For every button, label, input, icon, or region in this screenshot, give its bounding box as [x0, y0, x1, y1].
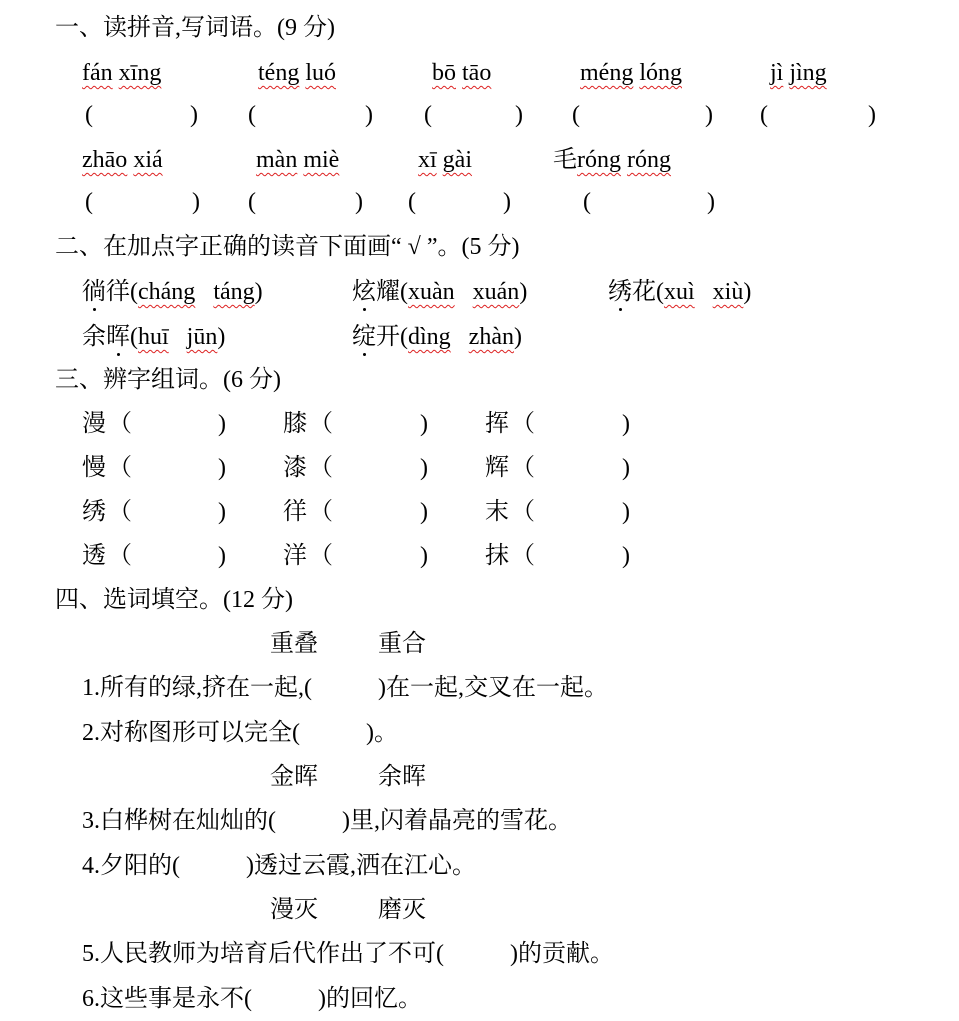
- answer-paren-close[interactable]: ): [868, 102, 876, 128]
- paren-close: ): [254, 279, 263, 305]
- answer-paren-open[interactable]: （: [108, 543, 132, 569]
- paren-open: (: [130, 279, 138, 305]
- char-to-group: 徉: [283, 499, 307, 525]
- word-char: 开: [376, 324, 400, 350]
- dotted-char: 绽: [352, 324, 376, 350]
- pinyin-syllable: màn: [256, 147, 298, 173]
- sentence-after: )。: [366, 719, 398, 746]
- sentence-before: 3.白桦树在灿灿的(: [82, 808, 276, 834]
- sentence-before: 6.这些事是永不(: [82, 985, 252, 1012]
- answer-paren-open[interactable]: (: [583, 189, 591, 215]
- answer-paren-close[interactable]: ): [707, 189, 715, 215]
- answer-paren-open[interactable]: (: [85, 189, 93, 215]
- pinyin-word: [580, 58, 682, 88]
- sentence-before: 4.夕阳的(: [82, 852, 180, 879]
- pinyin-syllable: jì: [770, 60, 784, 86]
- word-char: 花: [632, 279, 656, 305]
- pinyin-syllable: luó: [305, 60, 336, 86]
- answer-paren-open[interactable]: (: [424, 102, 432, 128]
- reading-item: [82, 322, 225, 352]
- pinyin-syllable: jìng: [789, 60, 827, 86]
- paren-open: (: [400, 279, 408, 305]
- pinyin-syllable: tāo: [462, 60, 492, 86]
- word-choice: 磨灭: [378, 897, 426, 923]
- answer-paren-close[interactable]: ): [190, 102, 198, 128]
- answer-paren-close[interactable]: ): [218, 543, 226, 569]
- answer-paren-open[interactable]: （: [108, 411, 132, 437]
- answer-paren-open[interactable]: （: [309, 455, 333, 481]
- char-to-group: 洋: [283, 543, 307, 569]
- pinyin-option[interactable]: xiù: [712, 279, 744, 305]
- word-prefix: 毛: [553, 147, 577, 173]
- pinyin-syllable: róng: [577, 147, 621, 173]
- pinyin-option[interactable]: cháng: [138, 279, 196, 305]
- word-char: 余: [82, 324, 106, 350]
- dotted-char: 徜: [82, 279, 106, 305]
- pinyin-syllable: xīng: [118, 60, 162, 86]
- paren-close: ): [743, 279, 752, 305]
- pinyin-syllable: bō: [432, 60, 456, 86]
- pinyin-option[interactable]: dìng: [408, 324, 451, 350]
- char-to-group: 膝: [283, 411, 307, 437]
- sentence-before: 2.对称图形可以完全(: [82, 719, 300, 746]
- pinyin-syllable: róng: [627, 147, 671, 173]
- answer-paren-close[interactable]: ): [622, 455, 630, 481]
- answer-paren-open[interactable]: (: [248, 189, 256, 215]
- answer-paren-close[interactable]: ): [218, 499, 226, 525]
- word-choice: 余晖: [378, 764, 426, 790]
- answer-paren-close[interactable]: ): [515, 102, 523, 128]
- section-heading: 一、读拼音,写词语。(9 分): [55, 15, 335, 41]
- answer-paren-open[interactable]: （: [108, 499, 132, 525]
- char-to-group: 挥: [485, 411, 509, 437]
- answer-paren-open[interactable]: （: [108, 455, 132, 481]
- paren-open: (: [656, 279, 664, 305]
- reading-item: [82, 277, 263, 307]
- pinyin-syllable: fán: [82, 60, 113, 86]
- pinyin-syllable: gài: [442, 147, 472, 173]
- answer-paren-open[interactable]: （: [309, 411, 333, 437]
- word-choice: 重叠: [270, 631, 318, 657]
- pinyin-option[interactable]: jūn: [186, 324, 218, 350]
- pinyin-syllable: téng: [258, 60, 300, 86]
- pinyin-word: [82, 58, 161, 88]
- answer-paren-open[interactable]: (: [408, 189, 416, 215]
- fill-sentence: [82, 984, 422, 1014]
- dotted-char: 炫: [352, 279, 376, 305]
- paren-open: (: [130, 324, 138, 350]
- word-char: 徉: [106, 279, 130, 305]
- reading-item: [352, 277, 527, 307]
- answer-paren-close[interactable]: ): [420, 499, 428, 525]
- word-char: 耀: [376, 279, 400, 305]
- answer-paren-open[interactable]: （: [309, 499, 333, 525]
- pinyin-syllable: xī: [418, 147, 437, 173]
- fill-sentence: [82, 939, 614, 969]
- answer-paren-open[interactable]: (: [248, 102, 256, 128]
- answer-paren-open[interactable]: (: [572, 102, 580, 128]
- char-to-group: 漆: [283, 455, 307, 481]
- answer-paren-close[interactable]: ): [218, 411, 226, 437]
- answer-paren-open[interactable]: （: [511, 455, 535, 481]
- pinyin-syllable: xiá: [133, 147, 163, 173]
- pinyin-syllable: miè: [303, 147, 340, 173]
- section-heading: 二、在加点字正确的读音下面画“ √ ”。(5 分): [55, 234, 520, 260]
- answer-paren-close[interactable]: ): [622, 543, 630, 569]
- sentence-before: 5.人民教师为培育后代作出了不可(: [82, 941, 444, 967]
- fill-sentence: [82, 806, 572, 836]
- pinyin-word: [256, 145, 339, 175]
- pinyin-word: [432, 58, 491, 88]
- sentence-after: )的回忆。: [318, 985, 422, 1012]
- pinyin-word: [418, 145, 472, 175]
- answer-paren-open[interactable]: （: [511, 499, 535, 525]
- dotted-char: 绣: [608, 279, 632, 305]
- word-choice: 漫灭: [270, 897, 318, 923]
- pinyin-syllable: lóng: [639, 60, 682, 86]
- section-heading: 三、辨字组词。(6 分): [55, 367, 281, 393]
- sentence-after: )透过云霞,洒在江心。: [246, 852, 476, 879]
- pinyin-word: [770, 58, 827, 88]
- answer-paren-close[interactable]: ): [420, 411, 428, 437]
- answer-paren-close[interactable]: ): [365, 102, 373, 128]
- pinyin-option[interactable]: xuì: [664, 279, 695, 305]
- pinyin-syllable: méng: [580, 60, 634, 86]
- char-to-group: 慢: [82, 455, 106, 481]
- char-to-group: 末: [485, 499, 509, 525]
- paren-close: ): [513, 324, 522, 350]
- sentence-after: )的贡献。: [510, 941, 614, 967]
- answer-paren-close[interactable]: ): [503, 189, 511, 215]
- reading-item: [352, 322, 522, 352]
- char-to-group: 绣: [82, 499, 106, 525]
- char-to-group: 抹: [485, 543, 509, 569]
- reading-item: [608, 277, 751, 307]
- answer-paren-open[interactable]: （: [309, 543, 333, 569]
- answer-paren-close[interactable]: ): [622, 411, 630, 437]
- answer-paren-open[interactable]: (: [760, 102, 768, 128]
- answer-paren-close[interactable]: ): [218, 455, 226, 481]
- answer-paren-open[interactable]: （: [511, 411, 535, 437]
- answer-paren-open[interactable]: （: [511, 543, 535, 569]
- answer-paren-close[interactable]: ): [622, 499, 630, 525]
- fill-sentence: [82, 851, 476, 881]
- sentence-after: )里,闪着晶亮的雪花。: [342, 808, 572, 834]
- pinyin-option[interactable]: xuán: [472, 279, 520, 305]
- pinyin-syllable: zhāo: [82, 147, 128, 173]
- answer-paren-close[interactable]: ): [192, 189, 200, 215]
- section-heading: 四、选词填空。(12 分): [55, 587, 293, 613]
- paren-close: ): [519, 279, 528, 305]
- paren-close: ): [217, 324, 226, 350]
- sentence-before: 1.所有的绿,挤在一起,(: [82, 675, 312, 701]
- answer-paren-close[interactable]: ): [705, 102, 713, 128]
- pinyin-option[interactable]: táng: [213, 279, 255, 305]
- sentence-after: )在一起,交叉在一起。: [378, 675, 608, 701]
- word-choice: 金晖: [270, 764, 318, 790]
- answer-paren-close[interactable]: ): [420, 455, 428, 481]
- paren-open: (: [400, 324, 408, 350]
- char-to-group: 辉: [485, 455, 509, 481]
- pinyin-word: [258, 58, 336, 88]
- pinyin-option[interactable]: huī: [138, 324, 169, 350]
- pinyin-word: [553, 145, 671, 175]
- answer-paren-close[interactable]: ): [355, 189, 363, 215]
- pinyin-word: [82, 145, 163, 175]
- pinyin-option[interactable]: zhàn: [468, 324, 514, 350]
- pinyin-option[interactable]: xuàn: [408, 279, 455, 305]
- char-to-group: 透: [82, 543, 106, 569]
- word-choice: 重合: [378, 631, 426, 657]
- char-to-group: 漫: [82, 411, 106, 437]
- answer-paren-close[interactable]: ): [420, 543, 428, 569]
- fill-sentence: [82, 673, 608, 703]
- fill-sentence: [82, 718, 398, 748]
- answer-paren-open[interactable]: (: [85, 102, 93, 128]
- dotted-char: 晖: [106, 324, 130, 350]
